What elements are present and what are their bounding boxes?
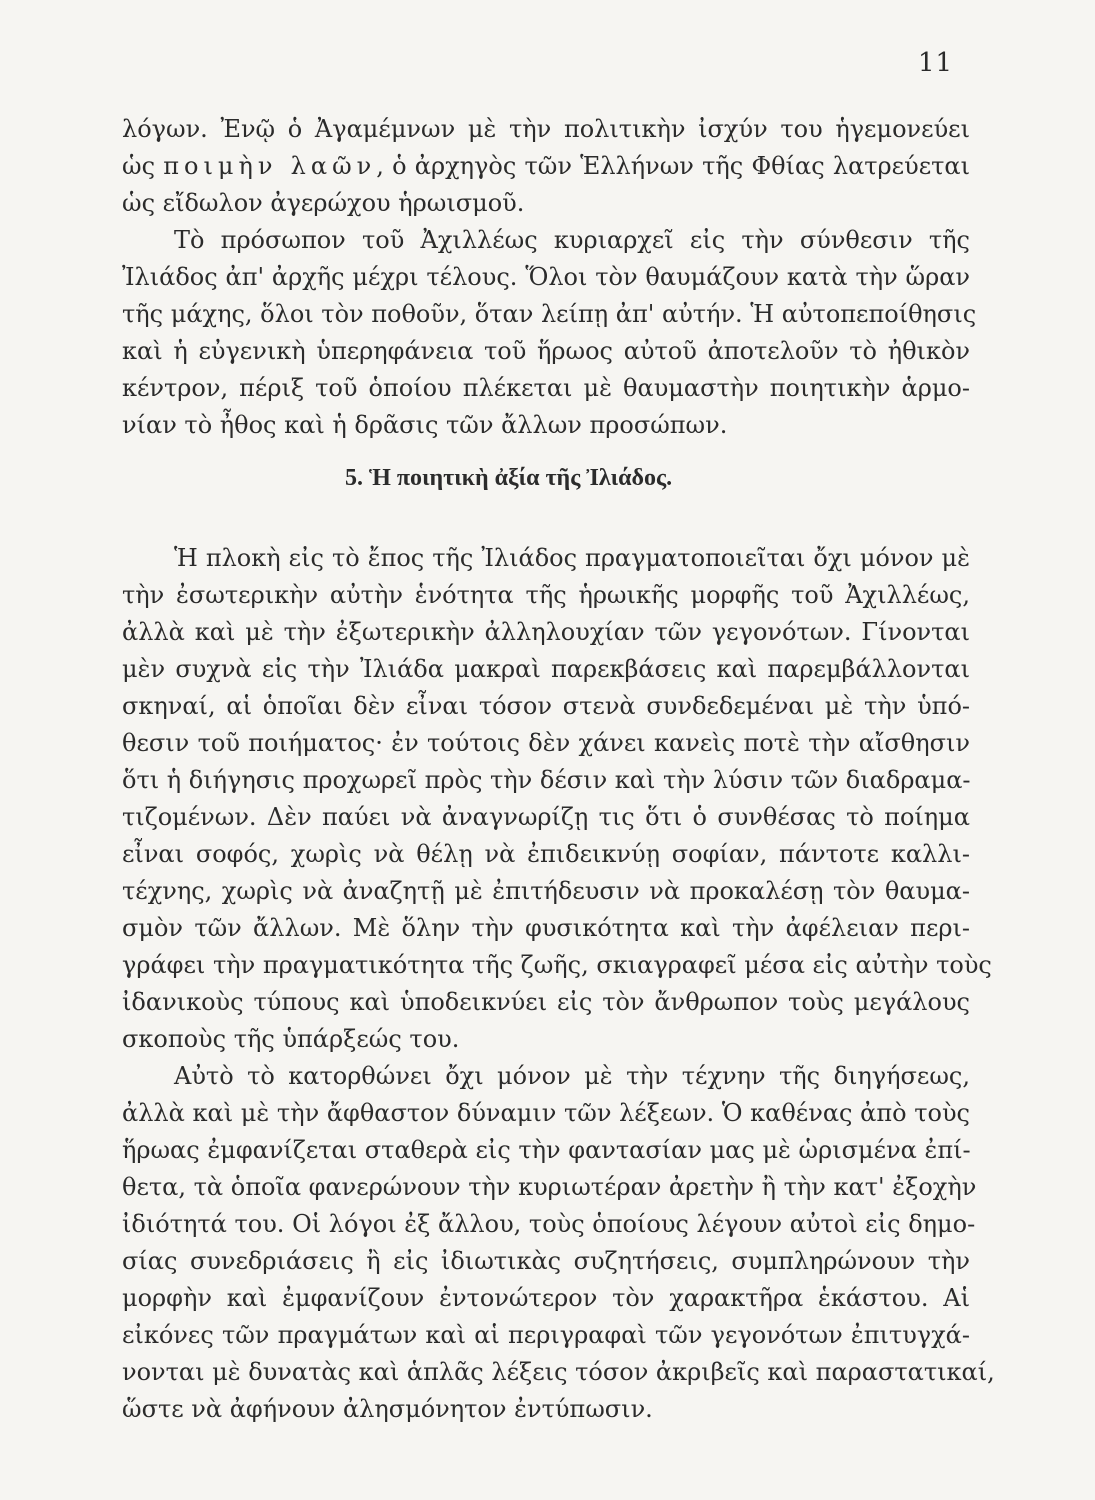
text-line: ἀλλὰ καὶ μὲ τὴν ἐξωτερικὴν ἀλληλουχίαν τῶν γεγονότων. Γίνονται	[122, 618, 970, 646]
section-heading: 5. Ἡ ποιητικὴ ἀξία τῆς Ἰλιάδος.	[345, 465, 673, 491]
text-line: εἶναι σοφός, χωρὶς νὰ θέλῃ νὰ ἐπιδεικνύῃ σοφίαν, πάντοτε καλλι-	[122, 840, 970, 868]
text-line: καὶ ἡ εὐγενικὴ ὑπερηφάνεια τοῦ ἥρωος αὐτοῦ ἀποτελοῦν τὸ ἠθικὸν	[122, 337, 970, 365]
text-line: τέχνης, χωρὶς νὰ ἀναζητῇ μὲ ἐπιτήδευσιν νὰ προκαλέσῃ τὸν θαυμα-	[122, 877, 970, 905]
text-line: τὴν ἐσωτερικὴν αὐτὴν ἑνότητα τῆς ἡρωικῆς μορφῆς τοῦ Ἀχιλλέως,	[122, 581, 970, 609]
text-line: σίας συνεδριάσεις ἢ εἰς ἰδιωτικὰς συζητήσεις, συμπληρώνουν τὴν	[122, 1247, 970, 1275]
text-line: θετα, τὰ ὁποῖα φανερώνουν τὴν κυριωτέραν ἀρετὴν ἢ τὴν κατ' ἐξοχὴν	[122, 1173, 977, 1201]
text-line: ἀλλὰ καὶ μὲ τὴν ἄφθαστον δύναμιν τῶν λέξεων. Ὁ καθένας ἀπὸ τοὺς	[122, 1099, 970, 1127]
text-line: μὲν συχνὰ εἰς τὴν Ἰλιάδα μακραὶ παρεκβάσεις καὶ παρεμβάλλονται	[122, 655, 970, 683]
text-line: Τὸ πρόσωπον τοῦ Ἀχιλλέως κυριαρχεῖ εἰς τὴν σύνθεσιν τῆς	[174, 226, 970, 254]
text-line: τῆς μάχης, ὅλοι τὸν ποθοῦν, ὅταν λείπῃ ἀπ' αὐτήν. Ἡ αὐτοπεποίθησις	[122, 300, 977, 328]
text-line: ἰδιότητά του. Οἱ λόγοι ἐξ ἄλλου, τοὺς ὁποίους λέγουν αὐτοὶ εἰς δημο-	[122, 1210, 976, 1238]
text-line	[122, 148, 970, 185]
text-line: γράφει τὴν πραγματικότητα τῆς ζωῆς, σκιαγραφεῖ μέσα εἰς αὐτὴν τοὺς	[122, 951, 992, 979]
text-line: σκηναί, αἱ ὁποῖαι δὲν εἶναι τόσον στενὰ συνδεδεμέναι μὲ τὴν ὑπό-	[122, 692, 970, 720]
text-line: ὅτι ἡ διήγησις προχωρεῖ πρὸς τὴν δέσιν καὶ τὴν λύσιν τῶν διαδραμα-	[122, 766, 971, 794]
text-line: Ἡ πλοκὴ εἰς τὸ ἔπος τῆς Ἰλιάδος πραγματοποιεῖται ὄχι μόνον μὲ	[174, 544, 970, 572]
paragraph-3	[122, 540, 992, 1058]
text-line: ἰδανικοὺς τύπους καὶ ὑποδεικνύει εἰς τὸν ἄνθρωπον τοὺς μεγάλους	[122, 988, 970, 1016]
paragraph-4	[122, 1058, 995, 1428]
text-line: ὥστε νὰ ἀφήνουν ἀλησμόνητον ἐντύπωσιν.	[122, 1395, 653, 1423]
text-line: εἰκόνες τῶν πραγμάτων καὶ αἱ περιγραφαὶ τῶν γεγονότων ἐπιτυγχά-	[122, 1321, 970, 1349]
text-line: σμὸν τῶν ἄλλων. Μὲ ὅλην τὴν φυσικότητα καὶ τὴν ἀφέλειαν περι-	[122, 914, 970, 942]
text-line: σκοποὺς τῆς ὑπάρξεώς του.	[122, 1025, 460, 1053]
text-line: ὡς εἴδωλον ἀγερώχου ἡρωισμοῦ.	[122, 189, 525, 217]
text-segment: ὡς	[122, 152, 164, 180]
paragraph-2	[122, 222, 977, 444]
text-segment: , ὁ ἀρχηγὸς τῶν Ἑλλήνων τῆς Φθίας λατρεύεται	[376, 152, 971, 180]
text-line: νονται μὲ δυνατὰς καὶ ἁπλᾶς λέξεις τόσον ἀκριβεῖς καὶ παραστατικαί,	[122, 1358, 995, 1386]
text-line: λόγων. Ἐνῷ ὁ Ἀγαμέμνων μὲ τὴν πολιτικὴν ἰσχύν του ἡγεμονεύει	[122, 115, 970, 143]
text-line: κέντρον, πέριξ τοῦ ὁποίου πλέκεται μὲ θαυμαστὴν ποιητικὴν ἁρμο-	[122, 374, 970, 402]
text-line: ἥρωας ἐμφανίζεται σταθερὰ εἰς τὴν φαντασίαν μας μὲ ὡρισμένα ἐπί-	[122, 1136, 971, 1164]
text-line: θεσιν τοῦ ποιήματος· ἐν τούτοις δὲν χάνει κανεὶς ποτὲ τὴν αἴσθησιν	[122, 729, 970, 757]
emphasized-phrase: ποιμὴν λαῶν	[163, 152, 377, 180]
text-line: νίαν τὸ ἦθος καὶ ἡ δρᾶσις τῶν ἄλλων προσώπων.	[122, 411, 728, 439]
text-line: τιζομένων. Δὲν παύει νὰ ἀναγνωρίζῃ τις ὅτι ὁ συνθέσας τὸ ποίημα	[122, 803, 970, 831]
paragraph-1	[122, 111, 970, 222]
page-number: 11	[918, 48, 954, 78]
text-line: Ἰλιάδος ἀπ' ἀρχῆς μέχρι τέλους. Ὅλοι τὸν θαυμάζουν κατὰ τὴν ὥραν	[122, 263, 970, 291]
text-line: μορφὴν καὶ ἐμφανίζουν ἐντονώτερον τὸν χαρακτῆρα ἑκάστου. Αἱ	[122, 1284, 970, 1312]
text-line: Αὐτὸ τὸ κατορθώνει ὄχι μόνον μὲ τὴν τέχνην τῆς διηγήσεως,	[174, 1062, 970, 1090]
